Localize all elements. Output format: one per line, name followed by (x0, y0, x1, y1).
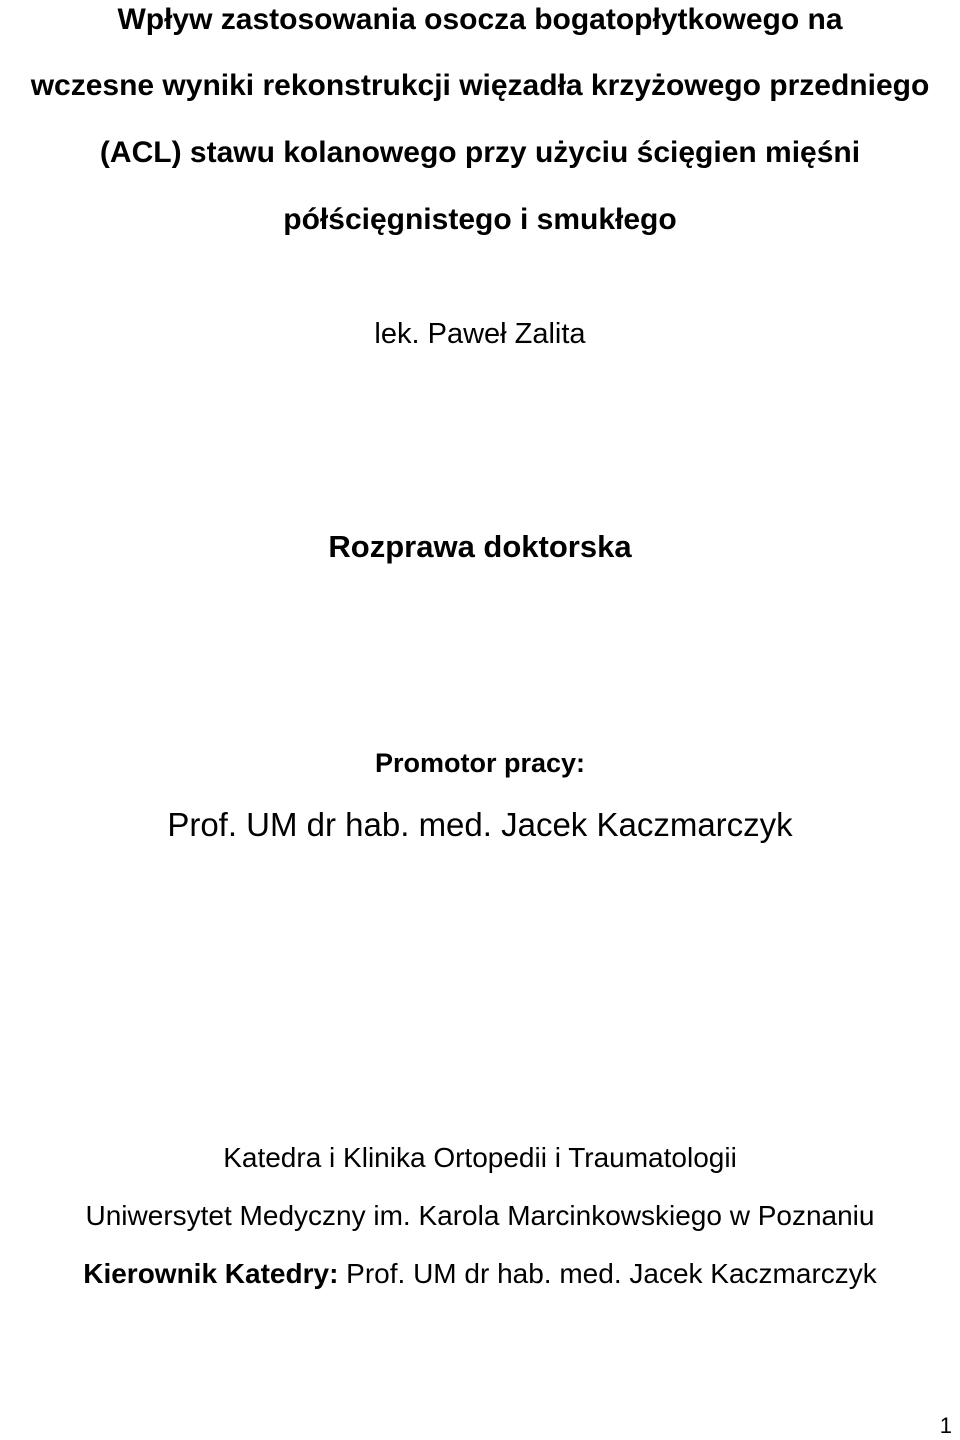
title-line-1: Wpływ zastosowania osocza bogatopłytkowego na (117, 3, 843, 36)
head-of-department (0, 1254, 960, 1294)
author-name: lek. Paweł Zalita (374, 318, 586, 350)
promotor-label: Promotor pracy: (374, 748, 586, 778)
head-label: Kierownik Katedry: (83, 1258, 339, 1289)
department-name: Katedra i Klinika Ortopedii i Traumatologii (223, 1142, 737, 1173)
university-name: Uniwersytet Medyczny im. Karola Marcinkowskiego w Poznaniu (85, 1200, 875, 1231)
promotor-name: Prof. UM dr hab. med. Jacek Kaczmarczyk (167, 806, 793, 843)
title-line-2: wczesne wyniki rekonstrukcji więzadła krzyżowego przedniego (30, 69, 930, 102)
title-line-4: półścięgnistego i smukłego (283, 203, 677, 236)
title-line-3: (ACL) stawu kolanowego przy użyciu ścięgien mięśni (99, 136, 861, 169)
page-number: 1 (939, 1413, 952, 1438)
head-name: Prof. UM dr hab. med. Jacek Kaczmarczyk (338, 1258, 877, 1289)
thesis-type: Rozprawa doktorska (328, 529, 632, 564)
